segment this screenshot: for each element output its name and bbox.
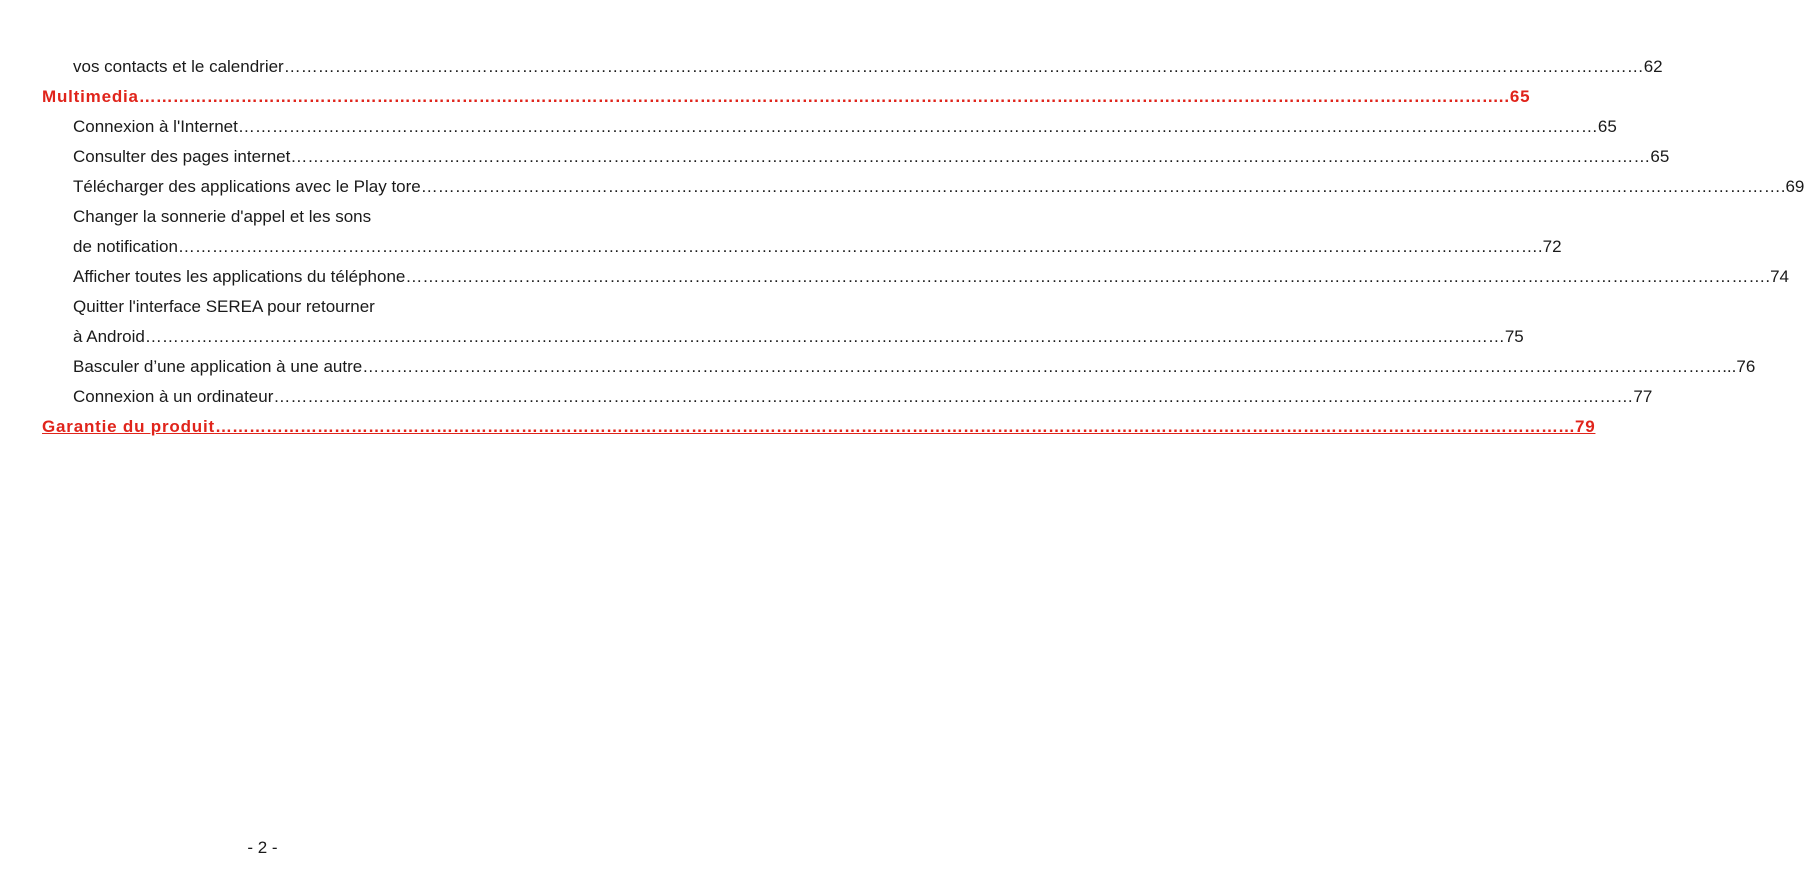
toc-entry-title: Multimedia: [42, 87, 139, 106]
page-number: - 2 -: [247, 838, 278, 857]
toc-section-1[interactable]: [0, 82, 1531, 112]
toc-entry-title: Connexion à l'Internet: [73, 117, 238, 136]
toc-entry-title: à Android: [73, 327, 145, 346]
toc-dot-leader: ……………………………………………………………………………………………………………………………………………………………………………………………………………………: [177, 237, 1538, 256]
toc-page-number: ...76: [1722, 357, 1756, 376]
table-of-contents: [0, 52, 1804, 442]
toc-dot-leader: ……………………………………………………………………………………………………………………………………………………………………………………………………………………: [405, 267, 1766, 286]
toc-page-number: ..65: [1498, 87, 1531, 106]
toc-entry-title: Changer la sonnerie d'appel et les sons: [73, 207, 372, 226]
toc-dot-leader: ……………………………………………………………………………………………………………………………………………………………………………………………………………………: [138, 87, 1499, 106]
toc-dot-leader: ……………………………………………………………………………………………………………………………………………………………………………………………………………………: [420, 177, 1781, 196]
toc-page-number: 77: [1633, 387, 1653, 406]
toc-entry-title: Connexion à un ordinateur: [73, 387, 274, 406]
toc-page-number: 65: [1650, 147, 1670, 166]
toc-page-number: 75: [1504, 327, 1524, 346]
toc-entry-title: de notification: [73, 237, 178, 256]
toc-section-12[interactable]: [0, 412, 1596, 442]
toc-dot-leader: ……………………………………………………………………………………………………………………………………………………………………………………………………………………: [273, 387, 1634, 406]
toc-page-number: .74: [1765, 267, 1789, 286]
toc-entry-4[interactable]: [0, 172, 1804, 202]
toc-entry-title: Consulter des pages internet: [73, 147, 291, 166]
toc-entry-2[interactable]: [0, 112, 1617, 142]
toc-entry-7[interactable]: [0, 262, 1789, 292]
toc-entry-title: Afficher toutes les applications du téléphone: [73, 267, 406, 286]
toc-entry-title: Quitter l'interface SEREA pour retourner: [73, 297, 375, 316]
toc-entry-3[interactable]: [0, 142, 1670, 172]
toc-page-number: 62: [1643, 57, 1663, 76]
toc-entry-0[interactable]: [0, 52, 1663, 82]
toc-dot-leader: ……………………………………………………………………………………………………………………………………………………………………………………………………………………: [290, 147, 1651, 166]
toc-page-number: .69: [1780, 177, 1804, 196]
toc-entry-9[interactable]: [0, 322, 1524, 352]
toc-dot-leader: ……………………………………………………………………………………………………………………………………………………………………………………………………………………: [362, 357, 1723, 376]
toc-page-number: 79: [1574, 417, 1596, 436]
toc-dot-leader: ……………………………………………………………………………………………………………………………………………………………………………………………………………………: [237, 117, 1598, 136]
toc-entry-title: Basculer d’une application à une autre: [73, 357, 363, 376]
toc-entry-10[interactable]: [0, 352, 1756, 382]
toc-entry-5[interactable]: [0, 202, 525, 232]
toc-entry-8[interactable]: [0, 292, 525, 322]
toc-entry-title: Télécharger des applications avec le Play tore: [73, 177, 421, 196]
toc-entry-title: Garantie du produit: [42, 417, 215, 436]
toc-dot-leader: ……………………………………………………………………………………………………………………………………………………………………………………………………………………: [214, 417, 1575, 436]
toc-dot-leader: ……………………………………………………………………………………………………………………………………………………………………………………………………………………: [283, 57, 1644, 76]
toc-entry-11[interactable]: [0, 382, 1653, 412]
toc-dot-leader: ……………………………………………………………………………………………………………………………………………………………………………………………………………………: [144, 327, 1505, 346]
toc-entry-6[interactable]: [0, 232, 1562, 262]
toc-page-number: 65: [1597, 117, 1617, 136]
toc-page-number: .72: [1537, 237, 1562, 256]
toc-entry-title: vos contacts et le calendrier: [73, 57, 284, 76]
